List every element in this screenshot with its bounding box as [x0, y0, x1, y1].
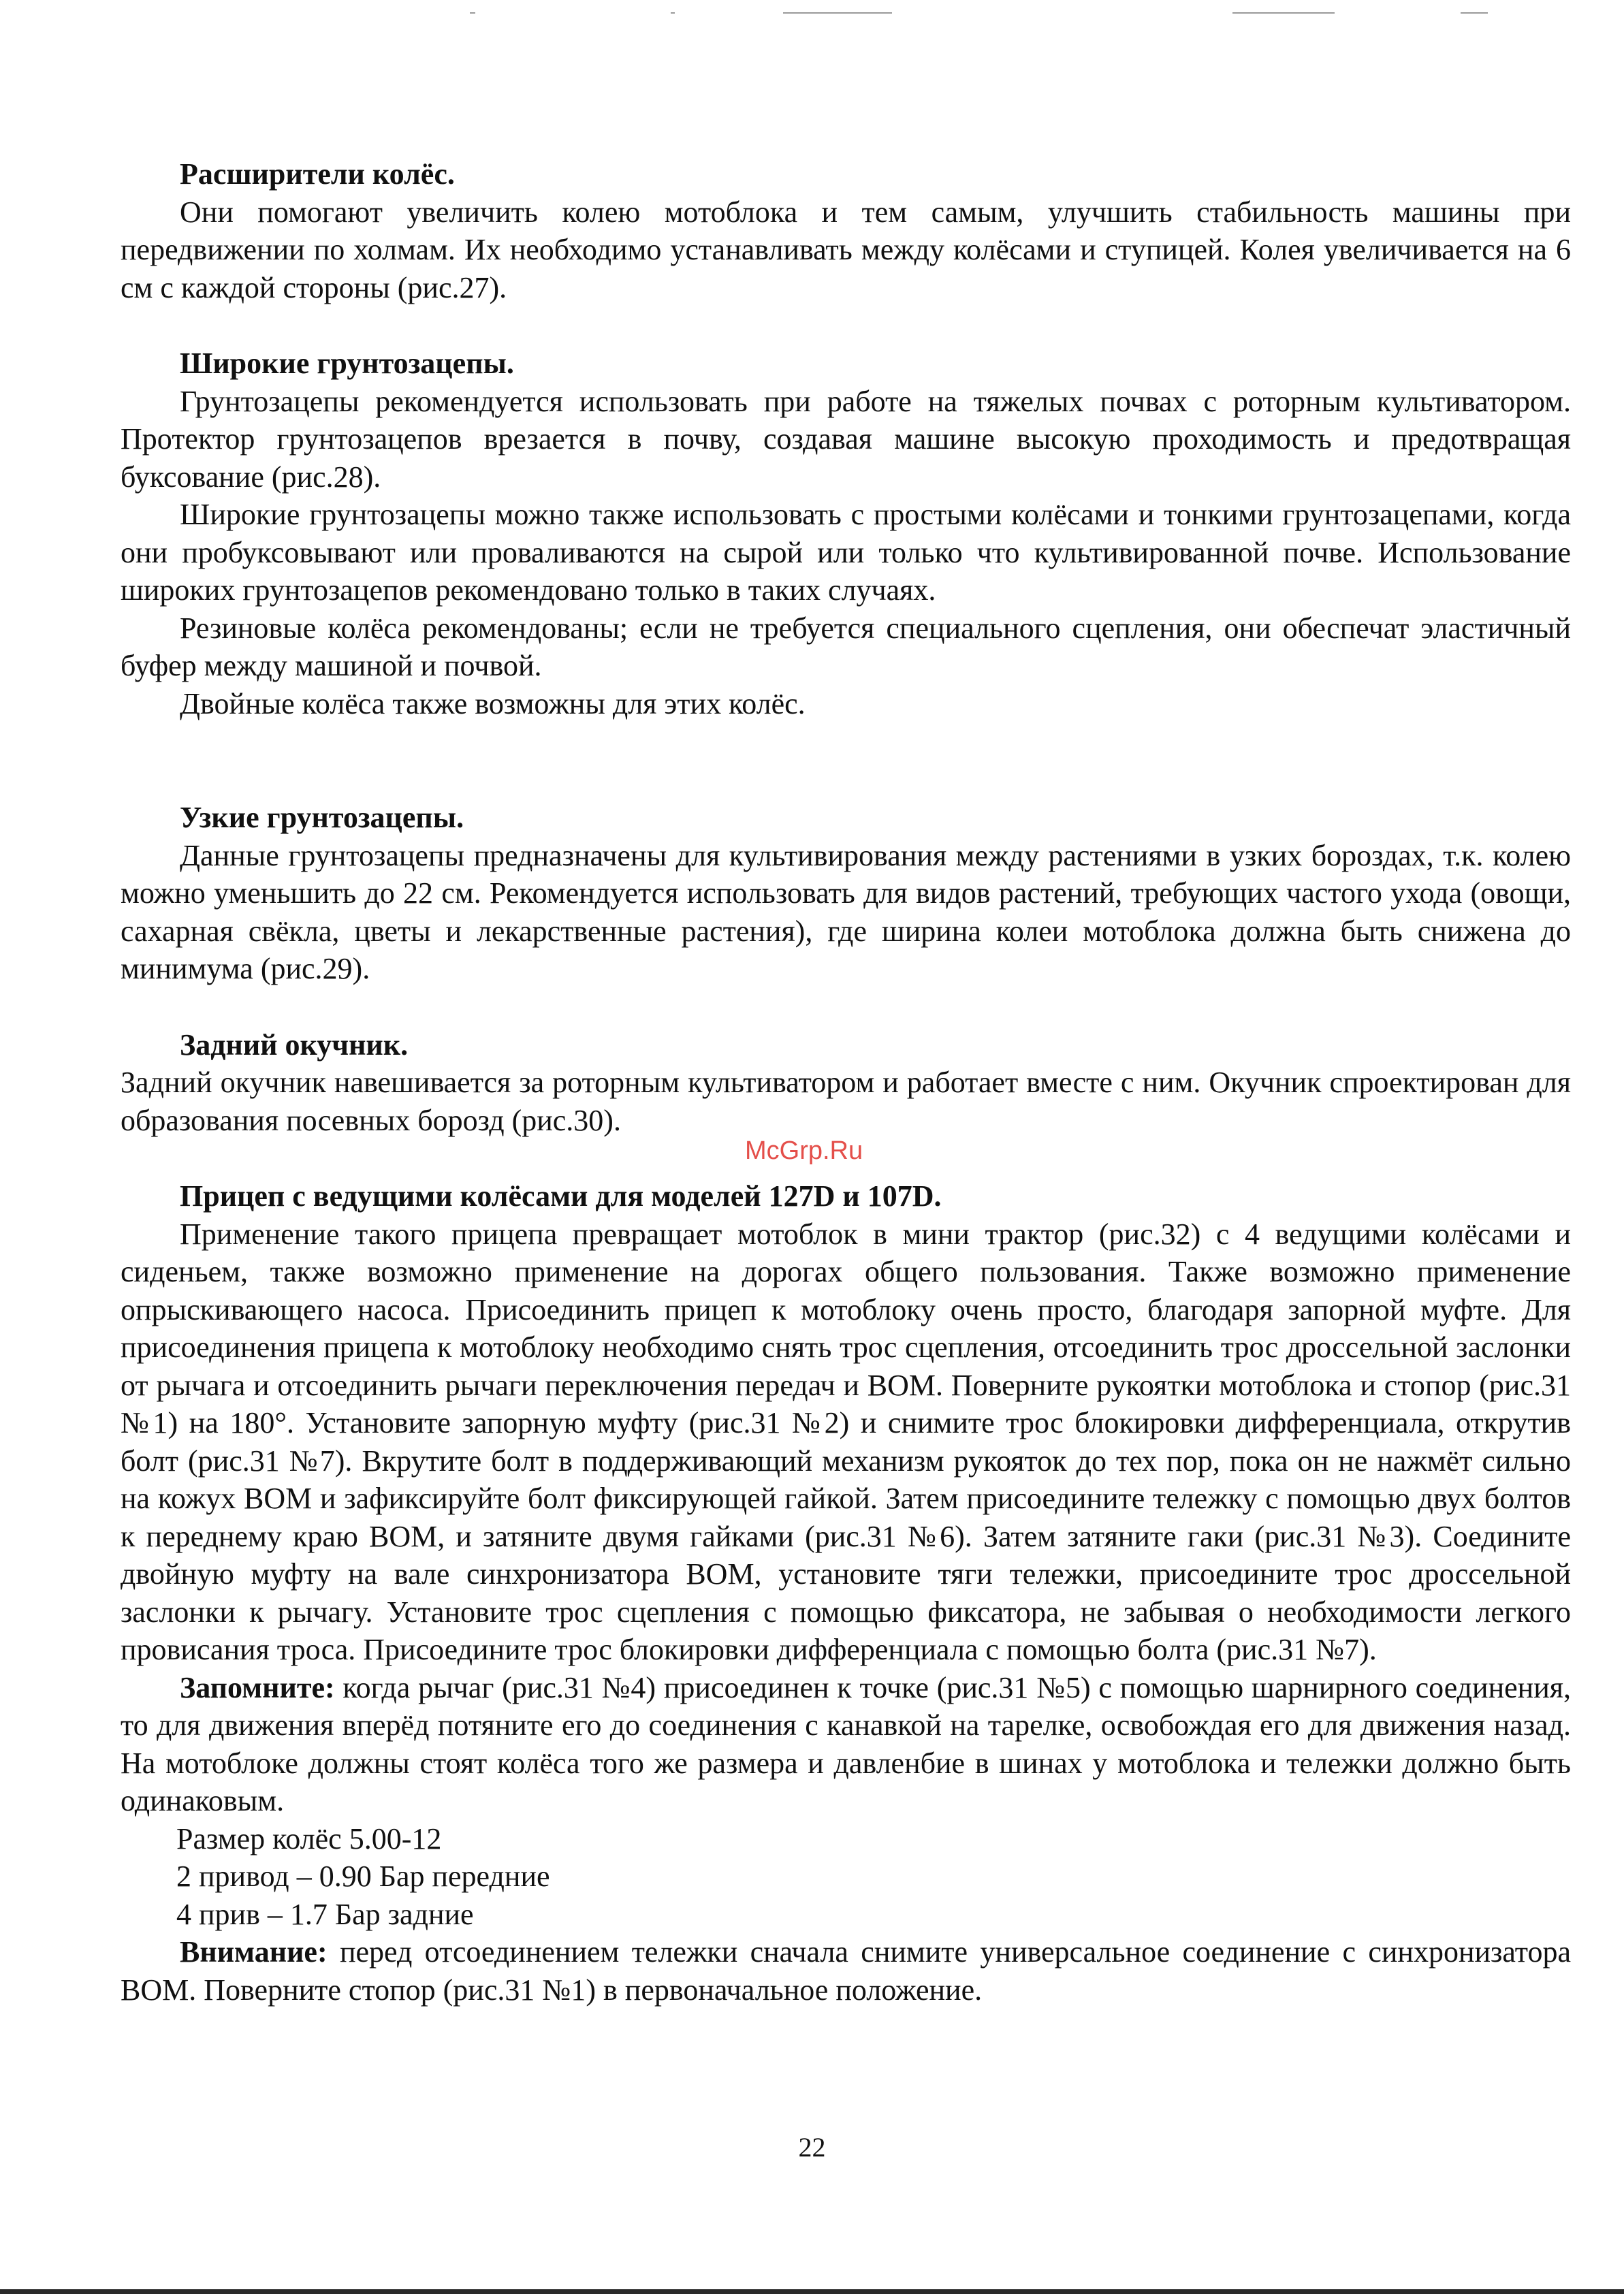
spacer — [121, 988, 1571, 1026]
scan-artifact — [1461, 12, 1488, 14]
section-title-extenders: Расширители колёс. — [180, 157, 455, 191]
scan-artifact — [783, 12, 892, 14]
scan-edge — [0, 2289, 1624, 2294]
paragraph: Данные грунтозацепы предназначены для культивирования между растениями в узких бороздах, т.к. колею можно уменьшить до 22 см. Рекомендуется использовать для видов растений, требующих частого ухода (овощи, сахарная свёкла, цветы и лекарственные растения), где ширина колеи мотоблока должна быть снижена до минимума (рис.29). — [121, 838, 1571, 985]
drive2-line: 2 привод – 0.90 Бар передние — [176, 1860, 550, 1893]
paragraph: Грунтозацепы рекомендуется использовать при работе на тяжелых почвах с роторным культиватором. Протектор грунтозацепов врезается в почву, создавая машине высокую проходимость и предотвращая буксование (рис.28). — [121, 384, 1571, 494]
spacer — [121, 722, 1571, 799]
section-title-rear-hiller: Задний окучник. — [180, 1027, 409, 1062]
spacer — [121, 306, 1571, 345]
remember-text: когда рычаг (рис.31 №4) присоединен к точке (рис.31 №5) с помощью шарнирного соединения, то для движения вперёд потяните его до соединения с канавкой на тарелке, освобождая его для движения назад. На мотоблоке должны стоят колёса того же размера и давленбие в шинах у мотоблока и тележки должно быть одинаковым. — [121, 1670, 1571, 1817]
drive4-line: 4 прив – 1.7 Бар задние — [176, 1897, 474, 1931]
paragraph: Широкие грунтозацепы можно также использовать с простыми колёсами и тонкими грунтозацепами, когда они пробуксовывают или проваливаются на сырой или только что культивированной почве. Использование широких грунтозацепов рекомендовано только в таких случаях. — [121, 498, 1571, 607]
section-title-narrow-lugs: Узкие грунтозацепы. — [180, 801, 464, 834]
scan-artifact — [671, 12, 675, 14]
section-title-wide-lugs: Широкие грунтозацепы. — [180, 347, 514, 380]
scan-artifact — [1232, 12, 1335, 14]
paragraph: Они помогают увеличить колею мотоблока и тем самым, улучшить стабильность машины при передвижении по холмам. Их необходимо устанавливать между колёсами и ступицей. Колея увеличивается на 6 см с каждой стороны (рис.27). — [121, 195, 1571, 304]
document-body — [121, 155, 1571, 2009]
page-number: 22 — [798, 2132, 826, 2163]
wheel-size-line: Размер колёс 5.00-12 — [176, 1821, 442, 1855]
scan-artifact — [470, 12, 475, 14]
remember-label: Запомните: — [180, 1670, 335, 1704]
section-title-trailer: Прицеп с ведущими колёсами для моделей 127D и 107D. — [180, 1179, 942, 1213]
paragraph: Задний окучник навешивается за роторным культиватором и работает вместе с ним. Окучник спроектирован для образования посевных борозд (рис.30). — [121, 1066, 1571, 1137]
watermark: McGrp.Ru — [745, 1136, 863, 1165]
attention-paragraph — [121, 1933, 1571, 2009]
attention-label: Внимание: — [180, 1935, 328, 1969]
attention-text: перед отсоединением тележки сначала снимите универсальное соединение с синхронизатора ВОМ. Поверните стопор (рис.31 №1) в первоначальное положение. — [121, 1935, 1571, 2007]
paragraph: Резиновые колёса рекомендованы; если не требуется специального сцепления, они обеспечат эластичный буфер между машиной и почвой. — [121, 611, 1571, 682]
remember-paragraph — [121, 1669, 1571, 1820]
paragraph: Двойные колёса также возможны для этих колёс. — [180, 686, 806, 720]
paragraph: Применение такого прицепа превращает мотоблок в мини трактор (рис.32) с 4 ведущими колёсами и сиденьем, также возможно применение на дорогах общего пользования. Также возможно применение опрыскивающего насоса. Присоединить прицеп к мотоблоку очень просто, благодаря запорной муфте. Для присоединения прицепа к мотоблоку необходимо снять трос сцепления, отсоединить трос дроссельной заслонки от рычага и отсоединить рычаги переключения передач и ВОМ. Поверните рукоятки мотоблока и стопор (рис.31 №1) на 180°. Установите запорную муфту (рис.31 №2) и снимите трос блокировки дифференциала, открутив болт (рис.31 №7). Вкрутите болт в поддерживающий механизм рукояток до тех пор, пока он не нажмёт сильно на кожух ВОМ и зафиксируйте болт фиксирующей гайкой. Затем присоедините тележку с помощью двух болтов к переднему краю ВОМ, и затяните двумя гайками (рис.31 №6). Затем затяните гаки (рис.31 №3). Соедините двойную муфту на вале синхронизатора ВОМ, установите тяги тележки, присоедините трос дроссельной заслонки к рычагу. Установите трос сцепления с помощью фиксатора, не забывая о необходимости легкого провисания троса. Присоедините трос блокировки дифференциала с помощью болта (рис.31 №7). — [121, 1217, 1571, 1666]
